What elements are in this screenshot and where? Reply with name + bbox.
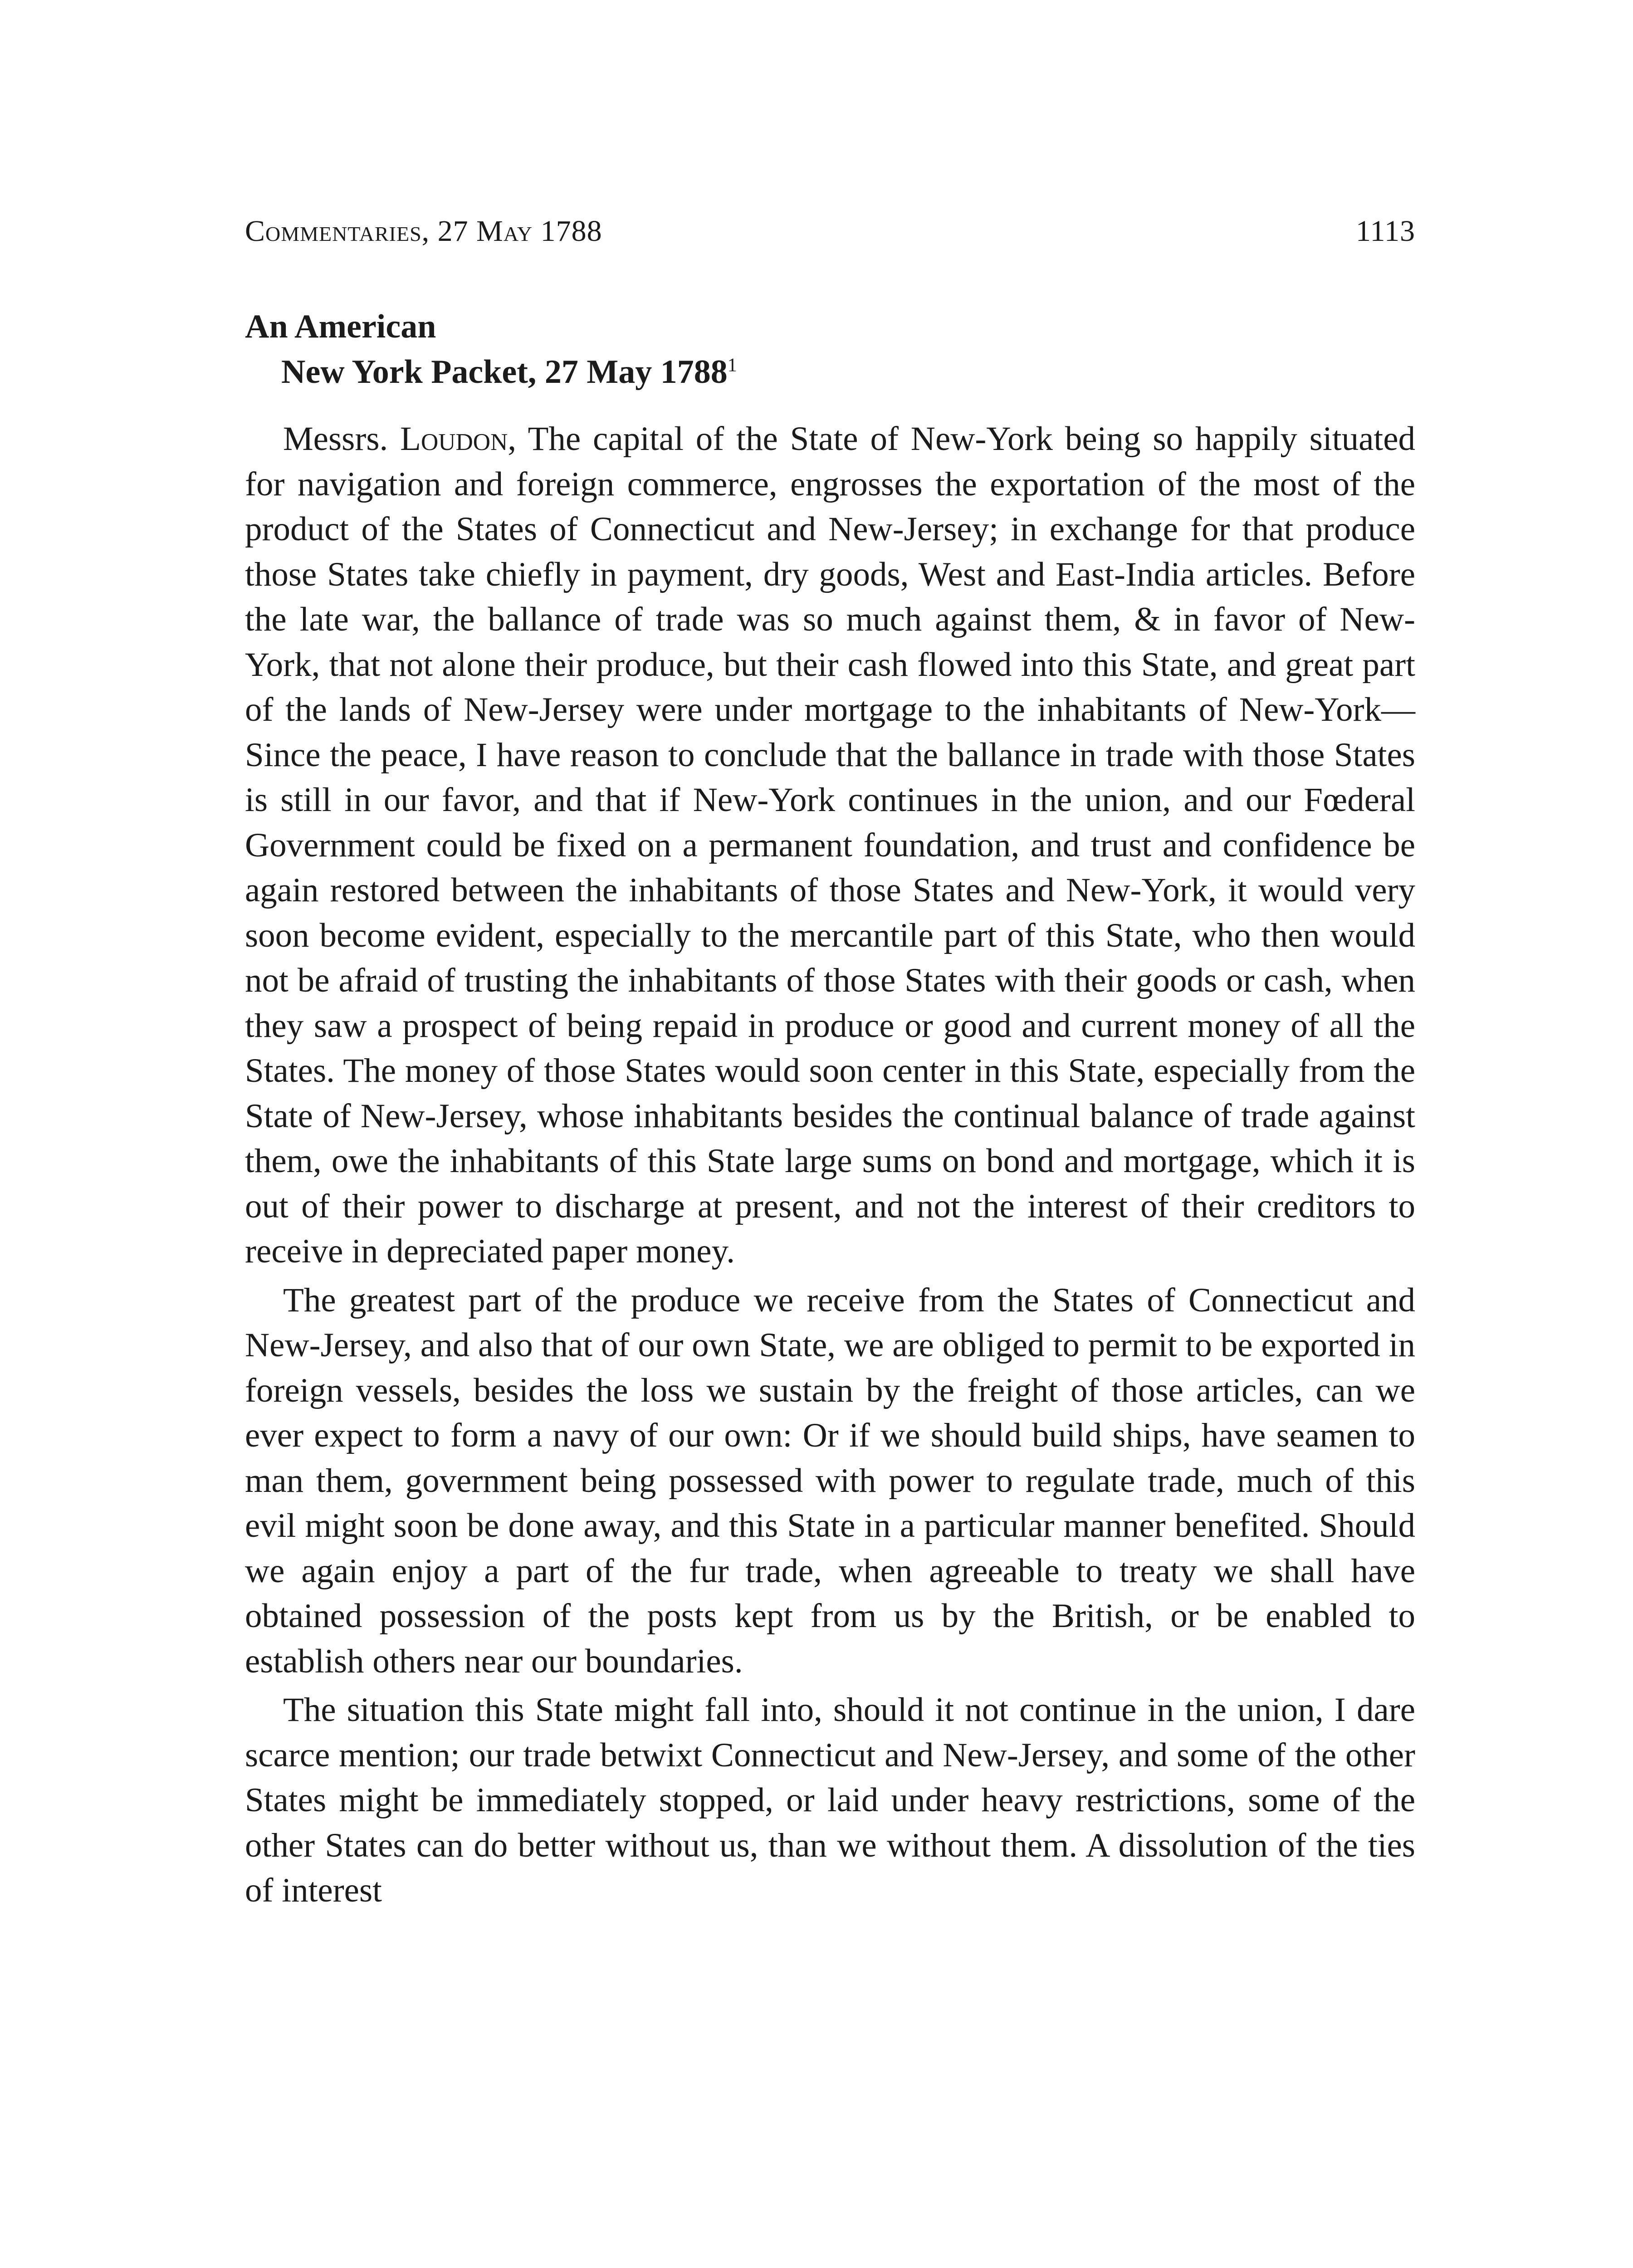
page-number: 1113: [1355, 215, 1415, 248]
running-head-title: Commentaries, 27 May 1788: [245, 215, 602, 248]
running-head: [245, 213, 1415, 249]
footnote-reference: 1: [727, 355, 737, 376]
paragraph-1-text: , The capital of the State of New-York being so happily situated for navigation and foreign commerce, engrosses the exportation of the most of the product of the States of Connecticut and New-Jersey; in exchange for that produce those States take chiefly in payment, dry goods, West and East-India articles. Before the late war, the ballance of trade was so much against them, & in favor of New-York, that not alone their produce, but their cash flowed into this State, and great part of the lands of New-Jersey were under mortgage to the inhabitants of New-York—Since the peace, I have reason to conclude that the ballance in trade with those States is still in our favor, and that if New-York continues in the union, and our Fœderal Government could be fixed on a permanent foundation, and trust and confidence be again restored between the inhabitants of those States and New-York, it would very soon become evident, especially to the mercantile part of this State, who then would not be afraid of trusting the inhabitants of those States with their goods or cash, when they saw a prospect of being repaid in produce or good and current money of all the States. The money of those States would soon center in this State, especially from the State of New-Jersey, whose inhabitants besides the continual balance of trade against them, owe the inhabitants of this State large sums on bond and mortgage, which it is out of their power to discharge at present, and not the interest of their creditors to receive in depreciated paper money.: [245, 420, 1415, 1270]
paragraph-1: [245, 416, 1415, 1274]
document-source: New York Packet, 27 May 1788: [281, 353, 728, 391]
paragraph-3: The situation this State might fall into, should it not continue in the union, I dare scarce mention; our trade betwixt Connecticut and New-Jersey, and some of the other States might be immediately stopped, or laid under heavy restrictions, some of the other States can do better without us, than we without them. A dissolution of the ties of interest: [245, 1691, 1415, 1909]
document-source-line: [281, 349, 1415, 395]
document-page: [245, 213, 1415, 1913]
addressee: Loudon: [400, 420, 508, 458]
document-author: An American: [245, 308, 436, 345]
document-heading: [245, 304, 1415, 395]
salutation: Messrs.: [283, 420, 388, 458]
body-text: [245, 416, 1415, 1913]
paragraph-2: The greatest part of the produce we receive from the States of Connecticut and New-Jersey, and also that of our own State, we are obliged to permit to be exported in foreign vessels, besides the loss we sustain by the freight of those articles, can we ever expect to form a navy of our own: Or if we should build ships, have seamen to man them, government being possessed with power to regulate trade, much of this evil might soon be done away, and this State in a particular manner benefited. Should we again enjoy a part of the fur trade, when agreeable to treaty we shall have obtained possession of the posts kept from us by the British, or be enabled to establish others near our boundaries.: [245, 1281, 1415, 1680]
